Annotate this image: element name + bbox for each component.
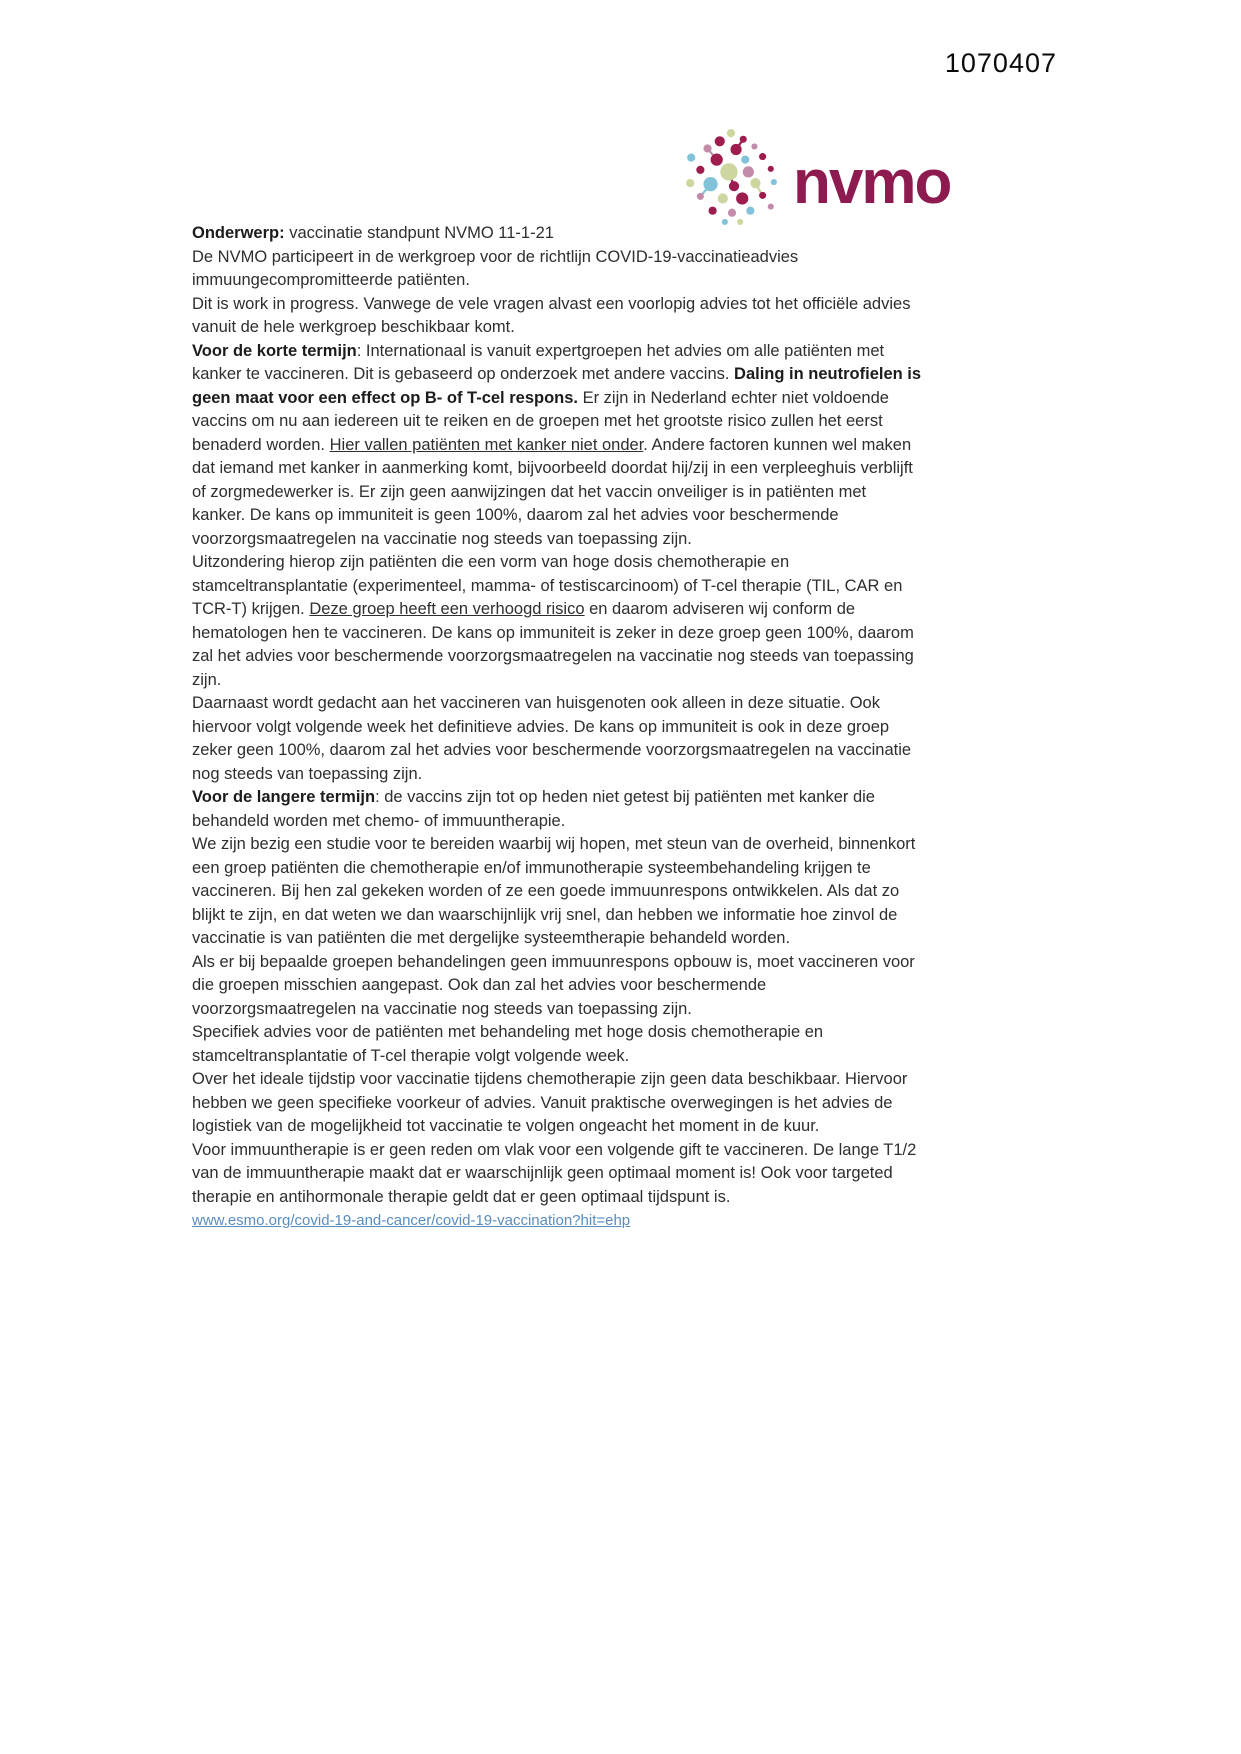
long-term-heading: Voor de langere termijn (192, 788, 376, 806)
nvmo-dots-icon (683, 126, 781, 226)
short-term-paragraph (192, 340, 922, 552)
exception-text-3: Daarnaast wordt gedacht aan het vaccineren van huisgenoten ook alleen in deze situatie. Ook hiervoor volgt volgende week het definitieve advies. De kans op immuniteit is ook in deze groep zeker geen 100%, daarom zal het advies voor beschermende voorzorgsmaatregelen na vaccinatie nog steeds van toepassing zijn. (192, 694, 912, 783)
timing-paragraph (192, 1068, 922, 1209)
intro-text-2: Dit is work in progress. Vanwege de vele vragen alvast een voorlopig advies tot het officiële advies vanuit de hele werkgroep beschikbaar komt. (192, 294, 911, 336)
intro-text: De NVMO participeert in de werkgroep voor de richtlijn COVID-19-vaccinatieadvies immuungecompromitteerde patiënten. (192, 247, 799, 289)
intro-paragraph (192, 246, 922, 340)
long-term-text: : de vaccins zijn tot op heden niet getest bij patiënten met kanker die behandeld worden met chemo- of immuuntherapie. (192, 788, 875, 830)
long-term-text-2: We zijn bezig een studie voor te bereiden waarbij wij hopen, met steun van de overheid, binnenkort een groep patiënten die chemotherapie en/of immunotherapie systeembehandeling krijgen te vaccineren. Bij hen zal gekeken worden of ze een goede immuunrespons ontwikkelen. Als dat zo blijkt te zijn, en dat weten we dan waarschijnlijk vrij snel, dan hebben we informatie hoe zinvol de vaccinatie is van patiënten die met dergelijke systeemtherapie behandeld worden. (192, 835, 916, 947)
short-term-underlined-text: Hier vallen patiënten met kanker niet onder (329, 435, 644, 454)
esmo-link[interactable]: www.esmo.org/covid-19-and-cancer/covid-19-vaccination?hit=ehp (192, 1212, 631, 1229)
nvmo-logo (683, 126, 950, 226)
long-term-paragraph (192, 786, 922, 1068)
short-term-text-2: Er zijn in Nederland echter niet voldoende vaccins om nu aan iedereen uit te reiken en de groepen met het grootste risico zullen het eerst benaderd worden. (192, 388, 889, 454)
subject-value: vaccinatie standpunt NVMO 11-1-21 (284, 224, 554, 242)
subject-label: Onderwerp: (192, 224, 285, 242)
exception-text-2: en daarom adviseren wij conform de hematologen hen te vaccineren. De kans op immuniteit is zeker in deze groep geen 100%, daarom zal het advies voor beschermende voorzorgsmaatregelen na vaccinatie nog steeds van toepassing zijn. (192, 600, 914, 689)
timing-text-2: Voor immuuntherapie is er geen reden om vlak voor een volgende gift te vaccineren. De lange T1/2 van de immuuntherapie maakt dat er waarschijnlijk geen optimaal moment is! Ook voor targeted therapie en antihormonale therapie geldt dat er geen optimaal tijdspunt is. (192, 1140, 917, 1206)
link-paragraph (192, 1209, 922, 1233)
short-term-text: : Internationaal is vanuit expertgroepen het advies om alle patiënten met kanker te vaccineren. Dit is gebaseerd op onderzoek met andere vaccins. (192, 341, 885, 383)
short-term-bold-text: Daling in neutrofielen is geen maat voor een effect op B- of T-cel respons. (192, 365, 922, 407)
exception-paragraph (192, 551, 922, 786)
short-term-heading: Voor de korte termijn (192, 341, 357, 360)
letter-body (192, 222, 922, 1233)
long-term-text-3: Als er bij bepaalde groepen behandelingen geen immuunrespons opbouw is, moet vaccineren voor die groepen misschien aangepast. Ook dan zal het advies voor beschermende voorzorgsmaatregelen na vaccinatie nog steeds van toepassing zijn. (192, 952, 915, 1018)
short-term-text-3: . Andere factoren kunnen wel maken dat iemand met kanker in aanmerking komt, bijvoorbeeld doordat hij/zij in een verpleeghuis verblijft of zorgmedewerker is. Er zijn geen aanwijzingen dat het vaccin onveiliger is in patiënten met kanker. De kans op immuniteit is geen 100%, daarom zal het advies voor beschermende voorzorgsmaatregelen na vaccinatie nog steeds van toepassing zijn. (192, 435, 913, 548)
page-number: 1070407 (944, 48, 1057, 78)
subject-line (192, 222, 922, 246)
long-term-text-4: Specifiek advies voor de patiënten met behandeling met hoge dosis chemotherapie en stamceltransplantatie of T-cel therapie volgt volgende week. (192, 1023, 824, 1065)
exception-underlined-text: Deze groep heeft een verhoogd risico (309, 600, 585, 618)
exception-text: Uitzondering hierop zijn patiënten die een vorm van hoge dosis chemotherapie en stamceltransplantatie (experimenteel, mamma- of testiscarcinoom) of T-cel therapie (TIL, CAR en TCR-T) krijgen. (192, 553, 903, 618)
logo-wordmark: nvmo (793, 148, 951, 217)
timing-text: Over het ideale tijdstip voor vaccinatie tijdens chemotherapie zijn geen data beschikbaar. Hiervoor hebben we geen specifieke voorkeur of advies. Vanuit praktische overwegingen is het advies de logistiek van de mogelijkheid tot vaccinatie te volgen ongeacht het moment in de kuur. (192, 1070, 908, 1135)
